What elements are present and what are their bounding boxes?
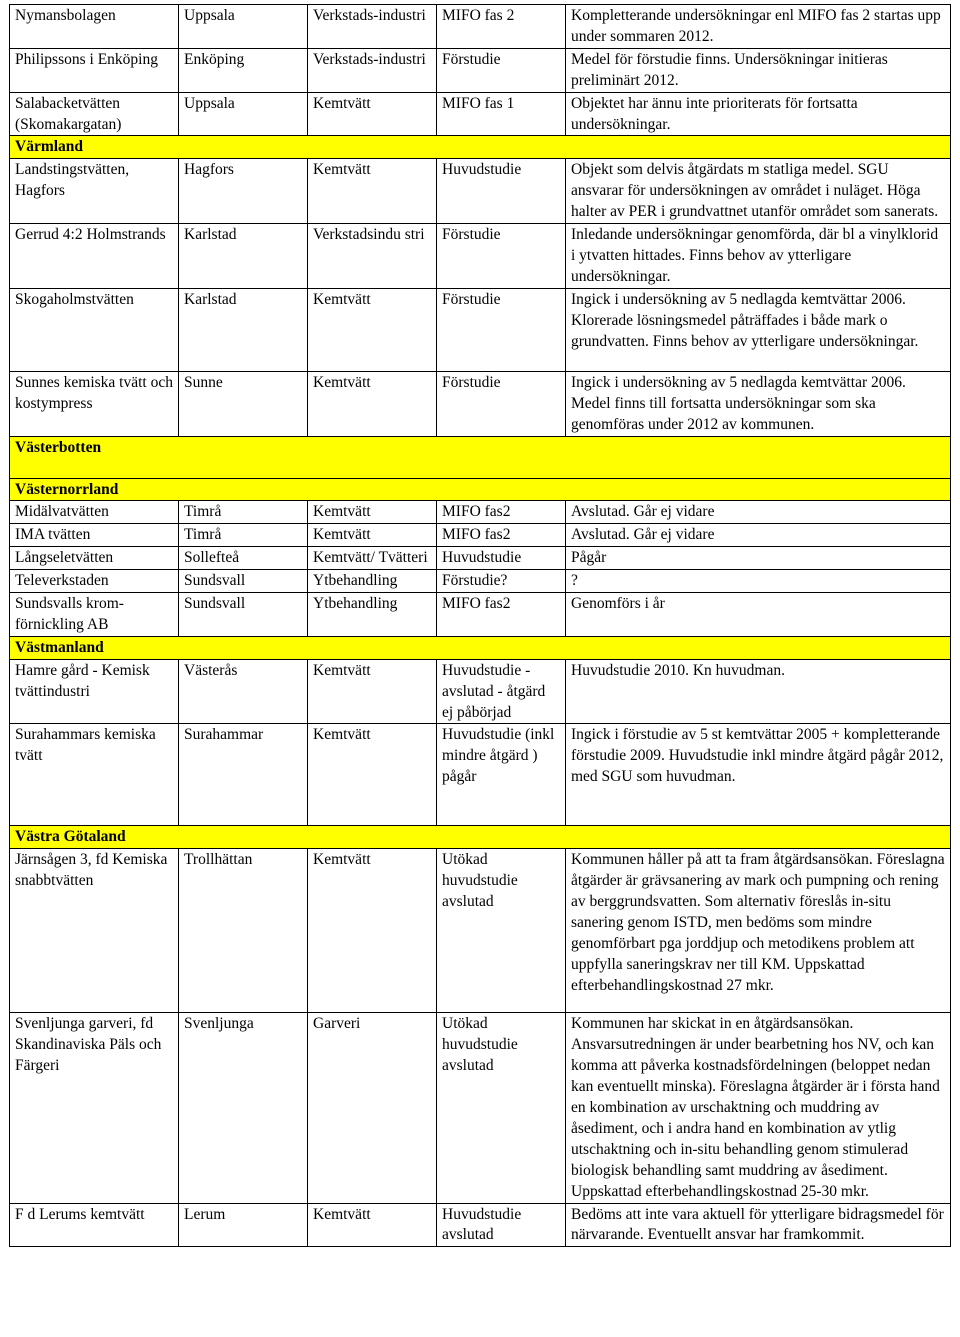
region-heading-vasternorrland: Västernorrland [10,478,951,501]
region-heading-vastra-gotaland: Västra Götaland [10,826,951,849]
cell-object: Sundsvalls krom-förnickling AB [10,593,179,637]
cell-municipality: Enköping [179,48,308,92]
cell-comment: Medel för förstudie finns. Undersökningar initieras preliminärt 2012. [566,48,951,92]
cell-object: Salabacketvätten (Skomakargatan) [10,92,179,136]
cell-municipality: Karlstad [179,288,308,371]
region-row [10,478,951,501]
table-row [10,5,951,49]
cell-phase: MIFO fas2 [437,593,566,637]
cell-phase: Huvudstudie - avslutad - åtgärd ej påbörjad [437,659,566,724]
region-row [10,636,951,659]
table-row [10,288,951,371]
cell-industry: Kemtvätt [308,1203,437,1247]
region-row [10,826,951,849]
cell-municipality: Sundsvall [179,570,308,593]
cell-municipality: Sundsvall [179,593,308,637]
cell-industry: Verkstads-industri [308,5,437,49]
cell-object: Skogaholmstvätten [10,288,179,371]
cell-industry: Ytbehandling [308,593,437,637]
cell-industry: Kemtvätt [308,288,437,371]
cell-municipality: Timrå [179,524,308,547]
cell-object: Nymansbolagen [10,5,179,49]
table-row [10,1203,951,1247]
cell-phase: MIFO fas 1 [437,92,566,136]
cell-comment: Avslutad. Går ej vidare [566,524,951,547]
cell-comment: Pågår [566,547,951,570]
cell-phase: MIFO fas2 [437,501,566,524]
cell-phase: Huvudstudie [437,547,566,570]
region-heading-vasterbotten: Västerbotten [10,436,951,478]
cell-comment: Kompletterande undersökningar enl MIFO fas 2 startas upp under sommaren 2012. [566,5,951,49]
cell-phase: Förstudie [437,371,566,436]
contaminated-sites-table [9,4,951,1247]
cell-municipality: Lerum [179,1203,308,1247]
cell-municipality: Sunne [179,371,308,436]
region-heading-vastmanland: Västmanland [10,636,951,659]
cell-object: Televerkstaden [10,570,179,593]
cell-industry: Verkstads-industri [308,48,437,92]
cell-municipality: Timrå [179,501,308,524]
cell-object: Hamre gård - Kemisk tvättindustri [10,659,179,724]
cell-phase: Utökad huvudstudie avslutad [437,1013,566,1203]
cell-municipality: Trollhättan [179,849,308,1013]
cell-phase: Utökad huvudstudie avslutad [437,849,566,1013]
table-row [10,501,951,524]
cell-comment: Kommunen håller på att ta fram åtgärdsansökan. Föreslagna åtgärder är grävsanering av mark och pumpning och rening av berggrundsvatten. Som alternativ föreslås in-situ sanering genom ISTD, men bedöms som mindre genomförbart pga jorddjup och metodikens problem att uppfylla saneringskrav ner till KM. Uppskattad efterbehandlingskostnad 27 mkr. [566,849,951,1013]
cell-object: Sunnes kemiska tvätt och kostympress [10,371,179,436]
cell-comment: Objekt som delvis åtgärdats m statliga medel. SGU ansvarar för undersökningen av området i nuläget. Höga halter av PER i grundvattnet utanför området som sanerats. [566,159,951,224]
cell-object: Järnsågen 3, fd Kemiska snabbtvätten [10,849,179,1013]
table-row [10,224,951,289]
cell-municipality: Sollefteå [179,547,308,570]
region-heading-varmland: Värmland [10,136,951,159]
cell-object: F d Lerums kemtvätt [10,1203,179,1247]
cell-comment: Genomförs i år [566,593,951,637]
cell-municipality: Svenljunga [179,1013,308,1203]
cell-phase: MIFO fas2 [437,524,566,547]
cell-object: IMA tvätten [10,524,179,547]
cell-comment: Ingick i undersökning av 5 nedlagda kemtvättar 2006. Medel finns till fortsatta undersökningar som ska genomföras under 2012 av kommunen. [566,371,951,436]
cell-comment: Kommunen har skickat in en åtgärdsansökan. Ansvarsutredningen är under bearbetning hos NV, och kan komma att påverka kostnadsfördelningen (beloppet nedan kan eventuellt minska). Föreslagna åtgärder är i första hand en kombination av urschaktning och muddring av åsediment, och i andra hand en kombination av ytlig utschaktning och in-situ behandling genom stimulerad biologisk behandling samt muddring av åsediment. Uppskattad efterbehandlingskostnad 25-30 mkr. [566,1013,951,1203]
cell-phase: Huvudstudie avslutad [437,1203,566,1247]
table-row [10,524,951,547]
cell-industry: Garveri [308,1013,437,1203]
cell-comment: Objektet har ännu inte prioriterats för fortsatta undersökningar. [566,92,951,136]
cell-industry: Kemtvätt [308,524,437,547]
cell-industry: Ytbehandling [308,570,437,593]
table-row [10,371,951,436]
cell-object: Långseletvätten [10,547,179,570]
region-row [10,436,951,478]
table-row [10,92,951,136]
cell-comment: Avslutad. Går ej vidare [566,501,951,524]
table-row [10,849,951,1013]
cell-municipality: Uppsala [179,5,308,49]
table-row [10,159,951,224]
cell-comment: Ingick i undersökning av 5 nedlagda kemtvättar 2006. Klorerade lösningsmedel påträffades i både mark o grundvatten. Finns behov av ytterligare undersökningar. [566,288,951,371]
cell-phase: MIFO fas 2 [437,5,566,49]
cell-object: Surahammars kemiska tvätt [10,724,179,826]
cell-municipality: Karlstad [179,224,308,289]
table-row [10,1013,951,1203]
cell-phase: Förstudie [437,48,566,92]
cell-comment: Ingick i förstudie av 5 st kemtvättar 2005 + kompletterande förstudie 2009. Huvudstudie inkl mindre åtgärd pågår 2012, med SGU som huvudman. [566,724,951,826]
cell-industry: Kemtvätt [308,92,437,136]
cell-industry: Kemtvätt/ Tvätteri [308,547,437,570]
region-row [10,136,951,159]
table-row [10,724,951,826]
cell-phase: Huvudstudie [437,159,566,224]
cell-phase: Huvudstudie (inkl mindre åtgärd ) pågår [437,724,566,826]
cell-industry: Kemtvätt [308,371,437,436]
cell-phase: Förstudie [437,288,566,371]
cell-comment: Inledande undersökningar genomförda, där bl a vinylklorid i ytvatten hittades. Finns behov av ytterligare undersökningar. [566,224,951,289]
cell-industry: Kemtvätt [308,159,437,224]
cell-object: Svenljunga garveri, fd Skandinaviska Päls och Färgeri [10,1013,179,1203]
table-row [10,547,951,570]
cell-municipality: Surahammar [179,724,308,826]
cell-phase: Förstudie? [437,570,566,593]
cell-phase: Förstudie [437,224,566,289]
cell-object: Midälvatvätten [10,501,179,524]
table-row [10,570,951,593]
cell-industry: Kemtvätt [308,659,437,724]
cell-object: Gerrud 4:2 Holmstrands [10,224,179,289]
cell-comment: ? [566,570,951,593]
cell-industry: Kemtvätt [308,849,437,1013]
cell-comment: Huvudstudie 2010. Kn huvudman. [566,659,951,724]
cell-municipality: Västerås [179,659,308,724]
cell-industry: Kemtvätt [308,501,437,524]
table-row [10,48,951,92]
table-row [10,593,951,637]
cell-industry: Verkstadsindu stri [308,224,437,289]
cell-municipality: Uppsala [179,92,308,136]
cell-municipality: Hagfors [179,159,308,224]
cell-object: Philipssons i Enköping [10,48,179,92]
table-row [10,659,951,724]
cell-object: Landstingstvätten, Hagfors [10,159,179,224]
cell-comment: Bedöms att inte vara aktuell för ytterligare bidragsmedel för närvarande. Eventuellt ansvar har framkommit. [566,1203,951,1247]
cell-industry: Kemtvätt [308,724,437,826]
